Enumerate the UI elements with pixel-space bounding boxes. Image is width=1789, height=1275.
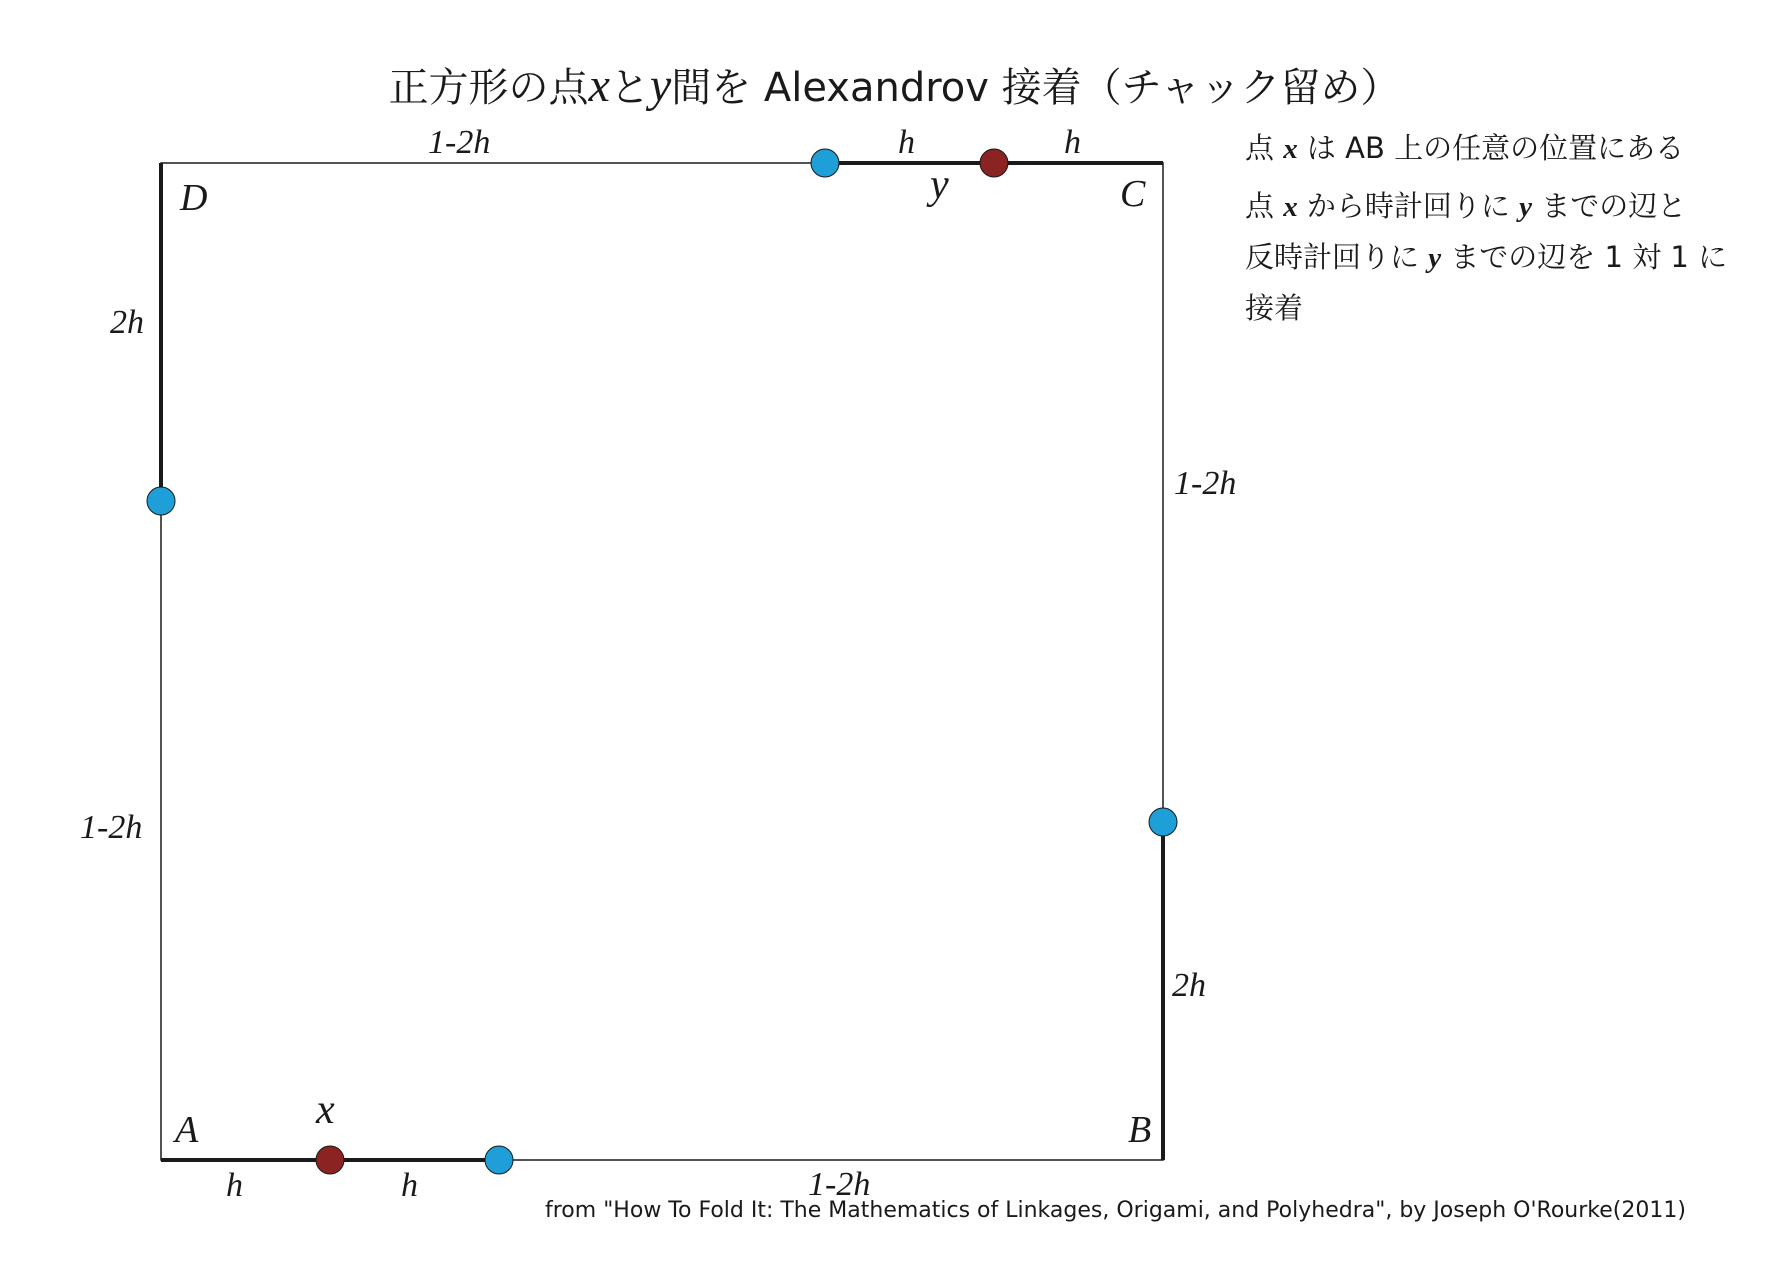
glue-point-top	[811, 149, 839, 177]
edge-label-bottom-h2: h	[401, 1167, 418, 1204]
note-2-pre: 点	[1245, 189, 1284, 223]
corner-label-b: B	[1128, 1109, 1152, 1151]
square-outline	[161, 163, 1163, 1160]
edge-label-top-h2: h	[1064, 124, 1081, 161]
note-1-post: は AB 上の任意の位置にある	[1297, 131, 1685, 165]
edge-label-bottom-rest: 1-2h	[808, 1166, 871, 1203]
glue-point-right	[1149, 808, 1177, 836]
point-x-marker	[316, 1146, 344, 1174]
glue-point-bottom	[485, 1146, 513, 1174]
note-2-post: までの辺と	[1532, 189, 1687, 223]
note-4-pre: 接着	[1245, 291, 1304, 325]
edge-label-right-rest: 1-2h	[1174, 465, 1237, 502]
edge-label-left-rest: 1-2h	[80, 809, 143, 846]
edge-label-bottom-h1: h	[226, 1167, 243, 1204]
title-prefix: 正方形の点	[388, 65, 589, 111]
corner-label-c: C	[1120, 173, 1146, 215]
point-y-label: y	[930, 162, 949, 208]
note-2-var: x	[1283, 191, 1298, 223]
point-y-marker	[980, 149, 1008, 177]
title-var-y: y	[649, 59, 672, 112]
note-1-pre: 点	[1245, 131, 1284, 165]
edge-label-top-rest: 1-2h	[428, 124, 491, 161]
edge-label-right-2h: 2h	[1172, 967, 1206, 1004]
title-middle: と	[609, 65, 650, 111]
note-1-var: x	[1283, 133, 1298, 165]
note-3-var: y	[1428, 242, 1442, 274]
title-var-x: x	[588, 59, 610, 112]
title-suffix: 間を Alexandrov 接着（チャック留め）	[671, 65, 1401, 111]
edge-label-top-h1: h	[898, 124, 915, 161]
corner-label-d: D	[180, 177, 208, 219]
note-2-mid: から時計回りに	[1297, 189, 1520, 223]
corner-label-a: A	[175, 1109, 199, 1151]
source-credit: from "How To Fold It: The Mathematics of Linkages, Origami, and Polyhedra", by Joseph O'Rourke(2011)	[545, 1198, 1686, 1223]
note-3-pre: 反時計回りに	[1245, 240, 1429, 274]
edge-label-left-2h: 2h	[110, 304, 144, 341]
note-2-var2: y	[1519, 191, 1533, 223]
point-x-label: x	[316, 1087, 335, 1133]
glue-point-left	[147, 487, 175, 515]
note-3-post: までの辺を 1 対 1 に	[1441, 240, 1728, 274]
